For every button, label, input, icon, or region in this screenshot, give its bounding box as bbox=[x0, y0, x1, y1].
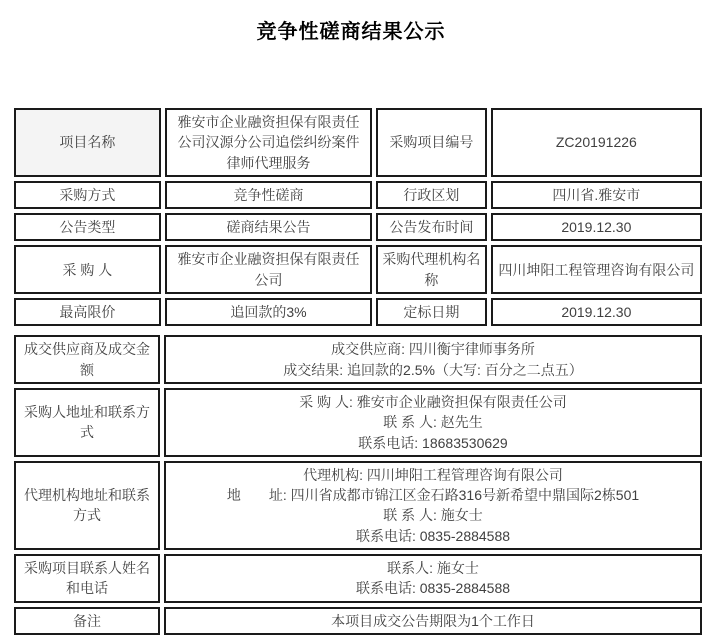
table-row-method bbox=[14, 181, 702, 209]
award-value-cell bbox=[164, 335, 702, 384]
purchaser-contact-name-line: 采 购 人: 雅安市企业融资担保有限责任公司 bbox=[299, 393, 567, 410]
project-name-label: 项目名称 bbox=[14, 108, 161, 177]
page-title: 竞争性磋商结果公示 bbox=[256, 21, 446, 43]
award-date-label: 定标日期 bbox=[376, 298, 487, 326]
purchaser-value: 雅安市企业融资担保有限责任公司 bbox=[165, 245, 372, 294]
project-contact-person-line: 联系人: 施女士 bbox=[387, 560, 479, 577]
purchaser-contact-cell bbox=[164, 388, 702, 457]
purchase-method-value: 竞争性磋商 bbox=[165, 181, 372, 209]
notice-type-label: 公告类型 bbox=[14, 213, 161, 241]
publish-time-value: 2019.12.30 bbox=[491, 213, 702, 241]
purchaser-contact-phone-line: 联系电话: 18683530629 bbox=[358, 434, 508, 451]
table-row-project bbox=[14, 108, 702, 177]
purchaser-contact-label: 采购人地址和联系方式 bbox=[14, 388, 160, 457]
table-row-award bbox=[14, 335, 702, 384]
project-contact-label: 采购项目联系人姓名和电话 bbox=[14, 554, 160, 603]
agency-contact-person-line: 联 系 人: 施女士 bbox=[383, 507, 483, 524]
award-supplier-line: 成交供应商: 四川衡宇律师事务所 bbox=[331, 341, 535, 358]
region-value: 四川省.雅安市 bbox=[491, 181, 702, 209]
purchaser-label: 采 购 人 bbox=[14, 245, 161, 294]
project-name-value: 雅安市企业融资担保有限责任公司汉源分公司追偿纠纷案件律师代理服务 bbox=[165, 108, 372, 177]
project-contact-cell bbox=[164, 554, 702, 603]
project-number-value: ZC20191226 bbox=[491, 108, 702, 177]
agency-contact-name-line: 代理机构: 四川坤阳工程管理咨询有限公司 bbox=[303, 466, 563, 483]
max-price-label: 最高限价 bbox=[14, 298, 161, 326]
table-row-purchaser bbox=[14, 245, 702, 294]
region-label: 行政区划 bbox=[376, 181, 487, 209]
remark-cell bbox=[164, 607, 702, 635]
agency-contact-address-line: 地 址: 四川省成都市锦江区金石路316号新希望中鼎国际2栋501 bbox=[226, 487, 640, 504]
table-row-notice-type bbox=[14, 213, 702, 241]
award-label: 成交供应商及成交金额 bbox=[14, 335, 160, 384]
info-table bbox=[10, 104, 706, 330]
detail-table bbox=[10, 331, 706, 639]
remark-label: 备注 bbox=[14, 607, 160, 635]
max-price-value: 追回款的3% bbox=[165, 298, 372, 326]
agency-contact-phone-line: 联系电话: 0835-2884588 bbox=[355, 527, 511, 544]
table-row-max-price bbox=[14, 298, 702, 326]
publish-time-label: 公告发布时间 bbox=[376, 213, 487, 241]
agency-name-value: 四川坤阳工程管理咨询有限公司 bbox=[491, 245, 702, 294]
project-number-label: 采购项目编号 bbox=[376, 108, 487, 177]
purchase-method-label: 采购方式 bbox=[14, 181, 161, 209]
table-row-purchaser-contact bbox=[14, 388, 702, 457]
agency-contact-label: 代理机构地址和联系方式 bbox=[14, 461, 160, 550]
award-result-line: 成交结果: 追回款的2.5%（大写: 百分之二点五） bbox=[283, 361, 583, 378]
purchaser-contact-person-line: 联 系 人: 赵先生 bbox=[383, 414, 483, 431]
remark-line: 本项目成交公告期限为1个工作日 bbox=[331, 612, 535, 629]
award-date-value: 2019.12.30 bbox=[491, 298, 702, 326]
table-row-agency-contact bbox=[14, 461, 702, 550]
announcement-table-wrap bbox=[10, 104, 706, 639]
table-row-remark bbox=[14, 607, 702, 635]
project-contact-phone-line: 联系电话: 0835-2884588 bbox=[355, 580, 511, 597]
agency-name-label: 采购代理机构名称 bbox=[376, 245, 487, 294]
notice-type-value: 磋商结果公告 bbox=[165, 213, 372, 241]
agency-contact-cell bbox=[164, 461, 702, 550]
announcement-page bbox=[0, 15, 702, 629]
table-row-project-contact bbox=[14, 554, 702, 603]
